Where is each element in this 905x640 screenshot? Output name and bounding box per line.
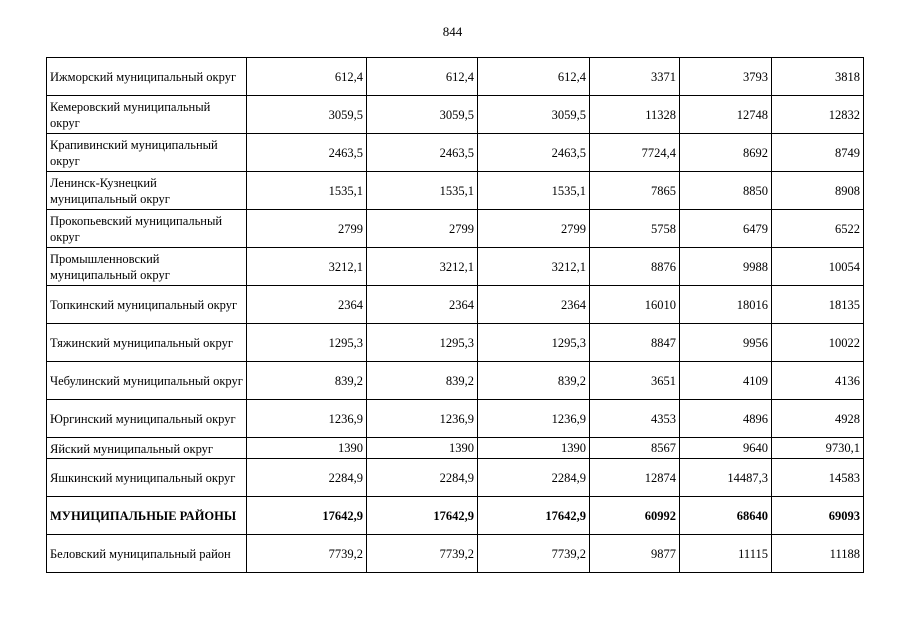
value-cell: 12832	[772, 96, 864, 134]
value-cell: 8749	[772, 134, 864, 172]
table-row	[47, 58, 864, 96]
value-cell: 12748	[680, 96, 772, 134]
row-name-cell: Прокопьевский муниципальный округ	[47, 210, 247, 248]
table-row	[47, 497, 864, 535]
value-cell: 17642,9	[367, 497, 478, 535]
value-cell: 1236,9	[478, 400, 590, 438]
value-cell: 1236,9	[367, 400, 478, 438]
row-name-cell: Беловский муниципальный район	[47, 535, 247, 573]
row-name-cell: Тяжинский муниципальный округ	[47, 324, 247, 362]
value-cell: 7739,2	[247, 535, 367, 573]
value-cell: 9988	[680, 248, 772, 286]
value-cell: 1535,1	[367, 172, 478, 210]
value-cell: 10054	[772, 248, 864, 286]
value-cell: 6522	[772, 210, 864, 248]
value-cell: 1535,1	[247, 172, 367, 210]
value-cell: 16010	[590, 286, 680, 324]
value-cell: 68640	[680, 497, 772, 535]
value-cell: 5758	[590, 210, 680, 248]
value-cell: 839,2	[367, 362, 478, 400]
value-cell: 2799	[247, 210, 367, 248]
value-cell: 3212,1	[478, 248, 590, 286]
value-cell: 2463,5	[367, 134, 478, 172]
value-cell: 8692	[680, 134, 772, 172]
value-cell: 17642,9	[247, 497, 367, 535]
value-cell: 17642,9	[478, 497, 590, 535]
value-cell: 11328	[590, 96, 680, 134]
value-cell: 4928	[772, 400, 864, 438]
value-cell: 4109	[680, 362, 772, 400]
value-cell: 1295,3	[478, 324, 590, 362]
value-cell: 9956	[680, 324, 772, 362]
table-row	[47, 286, 864, 324]
table-row	[47, 535, 864, 573]
value-cell: 2799	[367, 210, 478, 248]
table-row	[47, 438, 864, 459]
value-cell: 3212,1	[247, 248, 367, 286]
value-cell: 839,2	[478, 362, 590, 400]
page-number: 844	[442, 24, 463, 39]
value-cell: 8876	[590, 248, 680, 286]
value-cell: 3793	[680, 58, 772, 96]
row-name-cell: Кемеровский муниципальный округ	[47, 96, 247, 134]
value-cell: 7865	[590, 172, 680, 210]
row-name-cell: Топкинский муниципальный округ	[47, 286, 247, 324]
value-cell: 3371	[590, 58, 680, 96]
table-row	[47, 459, 864, 497]
value-cell: 11115	[680, 535, 772, 573]
value-cell: 18016	[680, 286, 772, 324]
value-cell: 3212,1	[367, 248, 478, 286]
table-row	[47, 134, 864, 172]
value-cell: 9877	[590, 535, 680, 573]
value-cell: 2364	[367, 286, 478, 324]
value-cell: 9730,1	[772, 438, 864, 459]
row-name-cell: Крапивинский муниципальный округ	[47, 134, 247, 172]
value-cell: 60992	[590, 497, 680, 535]
row-name-cell: Чебулинский муниципальный округ	[47, 362, 247, 400]
value-cell: 12874	[590, 459, 680, 497]
value-cell: 14583	[772, 459, 864, 497]
value-cell: 4353	[590, 400, 680, 438]
value-cell: 18135	[772, 286, 864, 324]
value-cell: 2463,5	[478, 134, 590, 172]
value-cell: 612,4	[367, 58, 478, 96]
value-cell: 7739,2	[478, 535, 590, 573]
value-cell: 7724,4	[590, 134, 680, 172]
row-name-cell: Юргинский муниципальный округ	[47, 400, 247, 438]
value-cell: 612,4	[247, 58, 367, 96]
value-cell: 8847	[590, 324, 680, 362]
value-cell: 1295,3	[247, 324, 367, 362]
value-cell: 2364	[247, 286, 367, 324]
table-row	[47, 400, 864, 438]
table-row	[47, 96, 864, 134]
table-row	[47, 324, 864, 362]
row-name-cell: МУНИЦИПАЛЬНЫЕ РАЙОНЫ	[47, 497, 247, 535]
value-cell: 1295,3	[367, 324, 478, 362]
table-row	[47, 362, 864, 400]
value-cell: 2799	[478, 210, 590, 248]
value-cell: 3059,5	[247, 96, 367, 134]
table-row	[47, 248, 864, 286]
value-cell: 1390	[247, 438, 367, 459]
table-body	[47, 58, 864, 573]
value-cell: 8567	[590, 438, 680, 459]
value-cell: 2284,9	[478, 459, 590, 497]
row-name-cell: Яшкинский муниципальный округ	[47, 459, 247, 497]
value-cell: 839,2	[247, 362, 367, 400]
value-cell: 3651	[590, 362, 680, 400]
value-cell: 1236,9	[247, 400, 367, 438]
budget-table	[46, 57, 864, 573]
table-row	[47, 210, 864, 248]
row-name-cell: Промышленновский муниципальный округ	[47, 248, 247, 286]
value-cell: 69093	[772, 497, 864, 535]
value-cell: 10022	[772, 324, 864, 362]
row-name-cell: Яйский муниципальный округ	[47, 438, 247, 459]
row-name-cell: Ижморский муниципальный округ	[47, 58, 247, 96]
value-cell: 11188	[772, 535, 864, 573]
value-cell: 1390	[478, 438, 590, 459]
value-cell: 8908	[772, 172, 864, 210]
value-cell: 2284,9	[367, 459, 478, 497]
row-name-cell: Ленинск-Кузнецкий муниципальный округ	[47, 172, 247, 210]
value-cell: 612,4	[478, 58, 590, 96]
value-cell: 2284,9	[247, 459, 367, 497]
value-cell: 1390	[367, 438, 478, 459]
value-cell: 7739,2	[367, 535, 478, 573]
value-cell: 4896	[680, 400, 772, 438]
value-cell: 3818	[772, 58, 864, 96]
value-cell: 14487,3	[680, 459, 772, 497]
value-cell: 4136	[772, 362, 864, 400]
value-cell: 1535,1	[478, 172, 590, 210]
value-cell: 2463,5	[247, 134, 367, 172]
value-cell: 3059,5	[478, 96, 590, 134]
value-cell: 8850	[680, 172, 772, 210]
value-cell: 9640	[680, 438, 772, 459]
value-cell: 2364	[478, 286, 590, 324]
value-cell: 3059,5	[367, 96, 478, 134]
table-row	[47, 172, 864, 210]
value-cell: 6479	[680, 210, 772, 248]
